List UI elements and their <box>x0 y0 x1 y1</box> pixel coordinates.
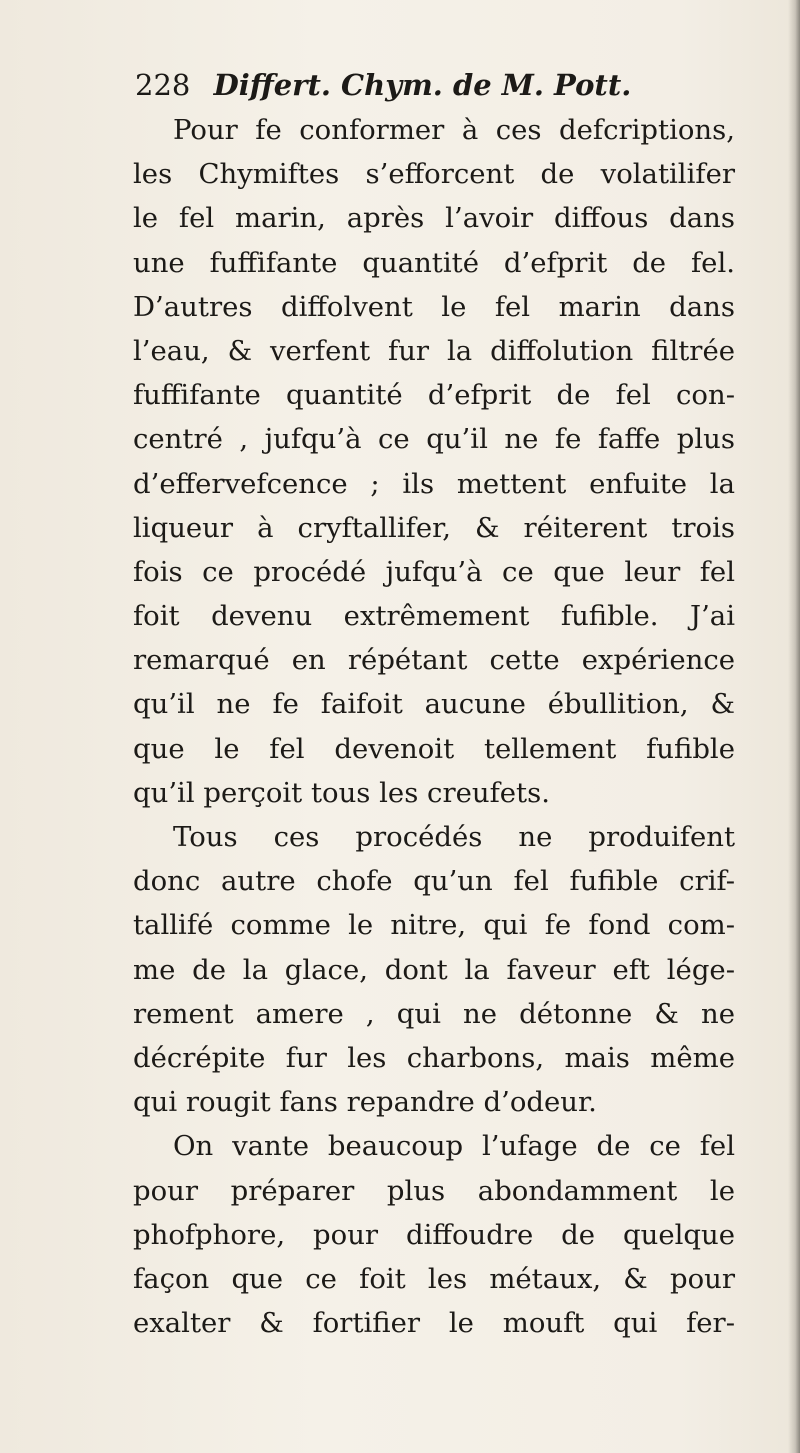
running-header <box>135 62 735 108</box>
text-line: donc autre chofe qu’un fel fufible crif- <box>133 865 735 898</box>
text-line: façon que ce foit les métaux, & pour <box>133 1262 735 1295</box>
text-line: une fuffifante quantité d’efprit de fel. <box>133 246 735 279</box>
text-line: l’eau, & verfent fur la diffolution filtrée <box>133 334 735 367</box>
text-line: pour préparer plus abondamment le <box>133 1174 735 1207</box>
text-line: On vante beaucoup l’ufage de ce fel <box>173 1130 735 1163</box>
text-line: qu’il ne fe faifoit aucune ébullition, & <box>133 688 735 721</box>
text-line: fuffifante quantité d’efprit de fel con- <box>133 379 735 412</box>
text-line: qui rougit fans repandre d’odeur. <box>133 1086 597 1119</box>
text-line: Tous ces procédés ne produifent <box>173 821 735 853</box>
text-line: décrépite fur les charbons, mais même <box>133 1041 735 1074</box>
text-line: D’autres diffolvent le fel marin dans <box>133 290 735 323</box>
text-line: fois ce procédé jufqu’à ce que leur fel <box>133 555 735 588</box>
text-line: les Chymiftes s’efforcent de volatilifer <box>133 158 735 191</box>
text-line: phofphore, pour diffoudre de quelque <box>133 1218 735 1251</box>
text-line: remarqué en répétant cette expérience <box>133 644 735 677</box>
running-title: Differt. Chym. de M. Pott. <box>213 68 632 102</box>
text-line: tallifé comme le nitre, qui fe fond com- <box>133 909 735 942</box>
text-line: foit devenu extrêmement fufible. J’ai <box>133 600 735 633</box>
text-line: centré , jufqu’à ce qu’il ne fe faffe plus <box>133 423 735 456</box>
text-line: d’effervefcence ; ils mettent enfuite la <box>133 467 735 500</box>
body-text <box>133 108 735 1345</box>
page-number: 228 <box>135 68 191 102</box>
page-edge-shadow <box>788 0 800 1453</box>
text-line: rement amere , qui ne détonne & ne <box>133 997 735 1030</box>
text-line: le fel marin, après l’avoir diffous dans <box>133 202 735 235</box>
text-line: me de la glace, dont la faveur eft lége- <box>133 953 735 986</box>
text-line: Pour fe conformer à ces defcriptions, <box>173 114 735 146</box>
text-line: exalter & fortifier le mouft qui fer- <box>133 1307 735 1340</box>
text-line: liqueur à cryftallifer, & réiterent trois <box>133 511 735 544</box>
text-line: que le fel devenoit tellement fufible <box>133 732 735 765</box>
text-line: qu’il perçoit tous les creufets. <box>133 776 550 809</box>
